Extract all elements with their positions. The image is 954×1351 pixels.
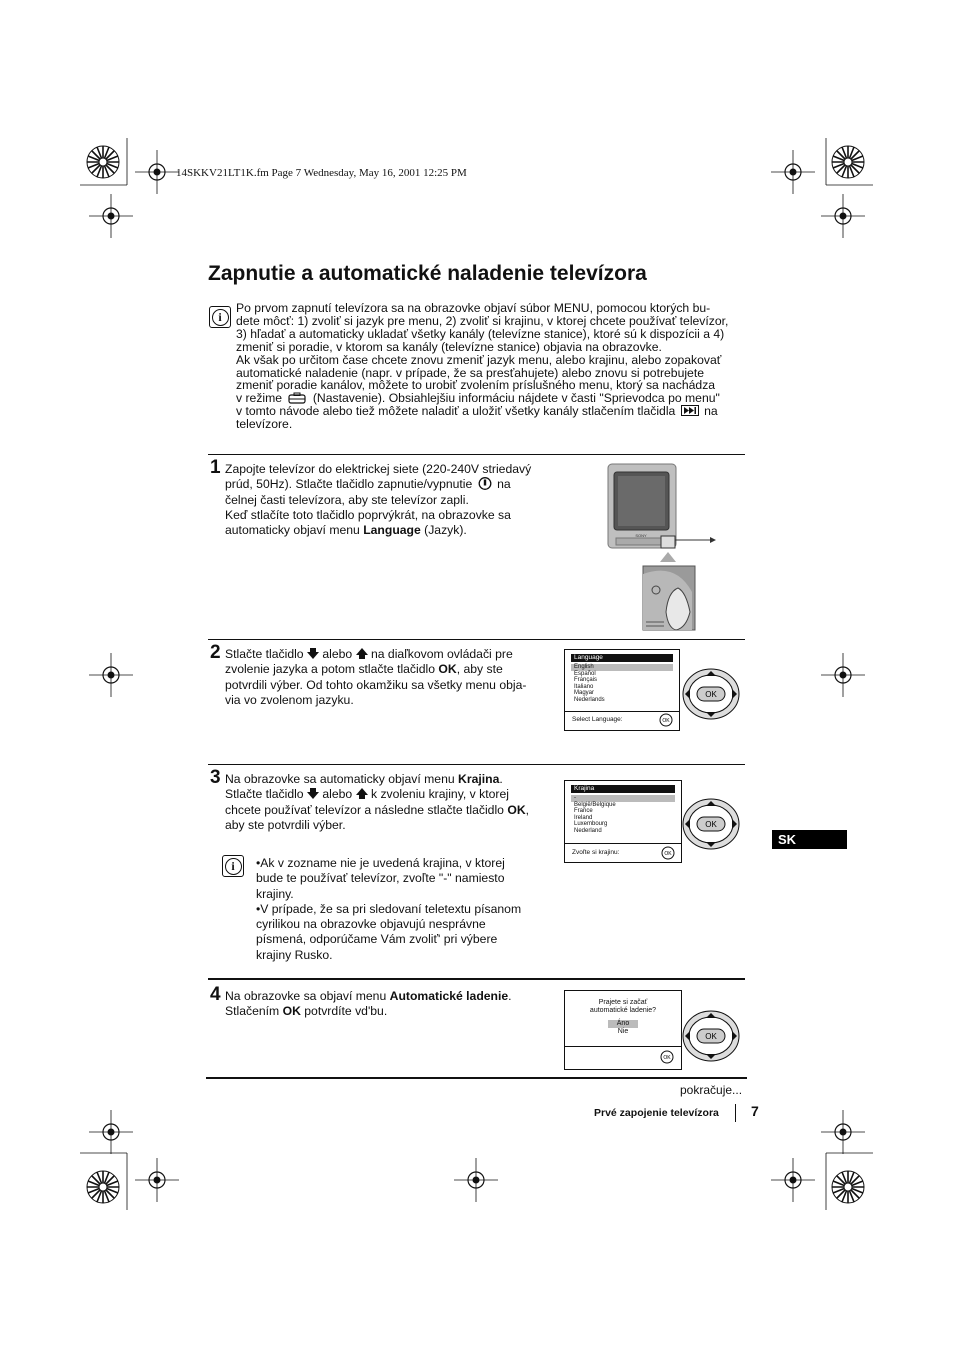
language-option[interactable]: Español	[574, 670, 596, 677]
language-option[interactable]: Nederlands	[574, 696, 605, 703]
remote-ok-label: OK	[705, 1032, 717, 1041]
language-menu	[564, 649, 680, 731]
auto-tuning-question: automatické ladenie?	[589, 1007, 657, 1014]
remote-ok-pad	[682, 1010, 740, 1062]
remote-ok-pad	[682, 668, 740, 720]
arrow-up-icon	[356, 788, 368, 799]
menu-ok-icon	[659, 713, 673, 727]
arrow-up-icon	[356, 648, 368, 659]
step4-number: 4	[210, 984, 221, 1005]
footer-separator	[735, 1104, 736, 1122]
power-icon	[478, 477, 492, 490]
language-option[interactable]: Italiano	[574, 683, 594, 690]
language-option[interactable]: English	[571, 664, 673, 671]
page-number: 7	[751, 1103, 759, 1119]
auto-tuning-question: Prajete si začať	[598, 999, 648, 1006]
auto-tuning-yes[interactable]: Áno	[608, 1020, 638, 1028]
country-option[interactable]: France	[574, 808, 593, 815]
note-item: •Ak v zozname nie je uvedená krajina, v ktorej bude te používať televízor, zvoľte "-" namiesto krajiny.	[256, 856, 505, 901]
auto-tuning-no[interactable]: Nie	[617, 1028, 629, 1035]
menu-ok-icon	[661, 846, 675, 860]
fast-forward-icon	[681, 405, 699, 416]
country-option-selected[interactable]: -	[571, 795, 675, 802]
tv-illustration	[606, 462, 718, 632]
tv-brand-text: SONY	[635, 533, 647, 538]
step1-divider	[208, 454, 745, 455]
step3-divider	[208, 764, 745, 765]
remote-ok-label: OK	[705, 690, 717, 699]
step3-text: Na obrazovke sa automaticky objaví menu Krajina. Stlačte tlačidlo alebo k zvoleniu krajiny, v ktorej chcete používať televízor a následne stlačte tlačidlo OK, aby ste potvrdili výber.	[225, 772, 530, 832]
svg-text:OK: OK	[664, 851, 672, 857]
country-menu-title: Krajina	[571, 785, 675, 793]
language-option[interactable]: Français	[574, 677, 598, 684]
step3-number: 3	[210, 767, 221, 788]
setup-suitcase-icon	[288, 392, 306, 404]
menu-ok-icon	[660, 1050, 674, 1064]
country-menu-footer: Zvoľte si krajinu:	[572, 849, 620, 856]
arrow-down-icon	[307, 648, 319, 659]
footer-section-title: Prvé zapojenie televízora	[594, 1107, 719, 1119]
country-option[interactable]: Ireland	[574, 814, 593, 821]
language-menu-footer: Select Language:	[572, 716, 623, 723]
step4-divider	[208, 978, 745, 980]
step4-text: Na obrazovke sa objaví menu Automatické ladenie. Stlačením OK potvrdíte vd'bu.	[225, 989, 512, 1019]
page-title: Zapnutie a automatické naladenie televízora	[208, 262, 647, 285]
intro-text: Po prvom zapnutí televízora sa na obrazovke objaví súbor MENU, pomocou ktorých bu- dete môcť: 1) zvoliť si jazyk pre menu, 2) zvoliť si krajinu, v ktorej chcete používať televízor, 3) hľadať a automaticky ukladať všetky kanály (televízne stanice), ktoré sú k dispozícii a 4) zmeniť si poradie, v ktorom sa kanály (televízne stanice) objavia na obrazovke. Ak však po určitom čase chcete znovu zmeniť jazyk menu, alebo krajinu, alebo zopakovať automatické naladenie (napr. v prípade, že sa presťahujete) alebo znovu si potrebujete zmeniť poradie kanálov, môžete to urobiť zvolením príslušného menu, ktorý sa nachádza v režime (Nastavenie). Obsiahlejšiu informáciu nájdete v časti "Sprievodca po menu" v tomto návode alebo tiež môžete naladiť a uložiť všetky kanály stlačením tlačidla na televízore.	[236, 301, 729, 432]
auto-tuning-menu	[564, 990, 682, 1070]
note-item: •V prípade, že sa pri sledovaní teletextu písanom cyrilikou na obrazovke objavujú nesprávne písmená, odporúčame Vám zvoliť' pri výbere krajiny Rusko.	[256, 901, 522, 962]
svg-text:OK: OK	[663, 1055, 671, 1061]
info-icon: i	[209, 306, 231, 328]
language-tab-sk: SK	[772, 830, 847, 849]
country-option[interactable]: Luxembourg	[574, 821, 608, 828]
country-option[interactable]: Nederland	[574, 827, 602, 834]
svg-text:OK: OK	[662, 718, 670, 724]
info-icon: i	[222, 855, 244, 877]
step2-number: 2	[210, 642, 221, 663]
bottom-divider	[206, 1077, 747, 1079]
country-option[interactable]: België/Belgique	[574, 801, 616, 808]
step1-text: Zapojte televízor do elektrickej siete (220-240V striedavý prúd, 50Hz). Stlačte tlačidlo zapnutie/vypnutie na čelnej časti televízora, aby ste televízor zapli. Keď stlačíte toto tlačidlo poprvýkrát, na obrazovke sa automaticky objaví menu Language (Jazyk).	[225, 462, 532, 538]
arrow-down-icon	[307, 788, 319, 799]
country-menu	[564, 780, 682, 863]
remote-ok-label: OK	[705, 820, 717, 829]
language-option[interactable]: Magyar	[574, 690, 595, 697]
step3-notes	[256, 856, 546, 963]
file-header: 14SKKV21LT1K.fm Page 7 Wednesday, May 16, 2001 12:25 PM	[176, 167, 467, 179]
continue-note: pokračuje...	[680, 1083, 743, 1097]
step2-divider	[208, 639, 745, 640]
remote-ok-pad	[682, 798, 740, 850]
step1-number: 1	[210, 457, 221, 478]
step2-text: Stlačte tlačidlo alebo na diaľkovom ovládači pre zvolenie jazyka a potom stlačte tlačidlo OK, aby ste potvrdili výber. Od tohto okamžiku sa všetky menu obja- via vo zvolenom jazyku.	[225, 647, 527, 707]
language-menu-title: Language	[571, 654, 673, 662]
